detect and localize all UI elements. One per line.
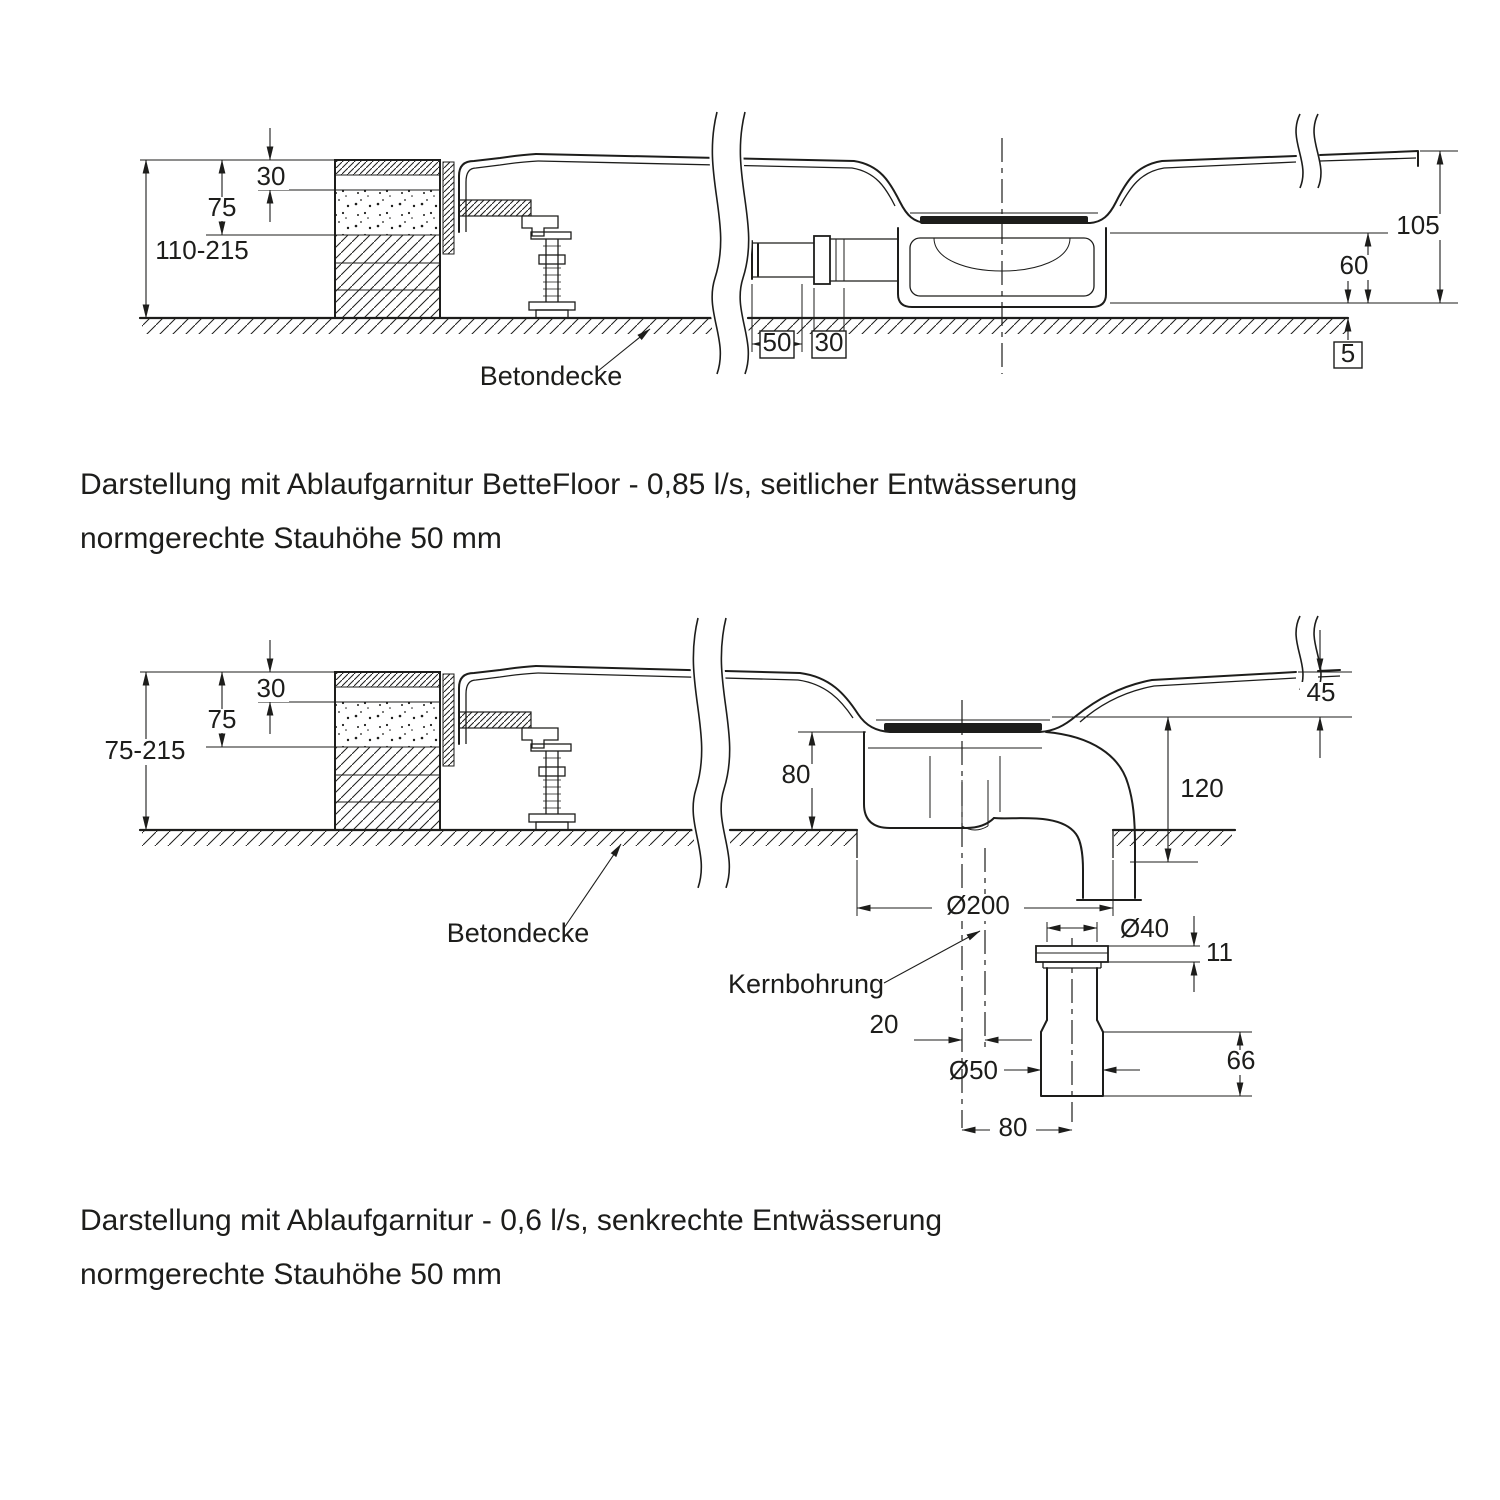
- dim-dia50-label: Ø50: [948, 1055, 998, 1085]
- drain-cover-plate: [884, 723, 1042, 731]
- betondecke-callout: [480, 329, 650, 391]
- break-line: [693, 616, 1321, 888]
- ground-hatch: [142, 319, 712, 334]
- top-diagram-side-drainage: [140, 112, 1458, 391]
- dimension-overall-105: [1388, 151, 1458, 303]
- betondecke-label: Betondecke: [446, 918, 590, 948]
- betondecke-label: Betondecke: [479, 361, 623, 391]
- betondecke-callout: [447, 844, 621, 948]
- dim-30b-label: 30: [814, 327, 844, 357]
- dim-20-label: 20: [869, 1009, 899, 1039]
- dim-66-label: 66: [1226, 1045, 1256, 1075]
- shower-tray-underside: [538, 673, 1340, 722]
- ground-hatch: [142, 831, 694, 846]
- dim-75-label: 75: [207, 704, 237, 734]
- dim-dia40-label: Ø40: [1120, 913, 1170, 943]
- top-caption-line2: normgerechte Stauhöhe 50 mm: [80, 522, 502, 555]
- dim-50-label: 50: [762, 327, 792, 357]
- dimension-total-buildup: [146, 160, 254, 318]
- bottom-caption-line1: Darstellung mit Ablaufgarnitur - 0,6 l/s, senkrechte Entwässerung: [80, 1204, 943, 1237]
- shower-tray-underside: [538, 158, 1416, 206]
- dim-80b-label: 80: [998, 1112, 1028, 1142]
- outlet-pipe-horizontal: [752, 236, 898, 284]
- dim-5-label: 5: [1340, 338, 1356, 368]
- drain-cover-plate: [920, 216, 1088, 224]
- shower-tray-surface: [536, 151, 1418, 223]
- dim-80-label: 80: [781, 759, 811, 789]
- bottom-diagram-vertical-drainage: [96, 616, 1352, 1142]
- kernbohrung-label: Kernbohrung: [727, 969, 885, 999]
- bottom-caption-line2: normgerechte Stauhöhe 50 mm: [80, 1258, 502, 1291]
- dim-range-label: 75-215: [104, 735, 186, 765]
- floor-buildup-section: [335, 154, 575, 318]
- dim-30-label: 30: [256, 673, 286, 703]
- dimension-basin-80: [776, 732, 866, 830]
- floor-buildup-section: [335, 666, 575, 830]
- ground-hatch: [730, 831, 857, 846]
- dimension-offset-80: [962, 1112, 1072, 1142]
- dimension-offset-20: [870, 1009, 1032, 1040]
- dim-60-label: 60: [1339, 250, 1369, 280]
- dim-11-label: 11: [1206, 937, 1233, 967]
- top-caption: [80, 470, 1077, 578]
- top-caption-line1: Darstellung mit Ablaufgarnitur BetteFloor - 0,85 l/s, seitlicher Entwässerung: [80, 468, 1078, 501]
- dimension-pipe-66: [1103, 1032, 1262, 1096]
- ground-hatch: [1114, 831, 1232, 846]
- dimension-total-buildup: [96, 672, 194, 830]
- bottom-caption: [80, 1206, 942, 1314]
- dimension-dia40: [1047, 913, 1169, 943]
- dim-105-label: 105: [1396, 210, 1440, 240]
- dimension-dia50: [949, 1055, 1140, 1085]
- dim-75-label: 75: [207, 192, 237, 222]
- dimension-drain-60: [1110, 233, 1458, 303]
- dimension-edge-45: [1298, 630, 1352, 758]
- dim-dia200-label: Ø200: [946, 890, 1010, 920]
- drain-body-vertical: [864, 732, 1141, 900]
- kernbohrung-callout: [728, 931, 980, 999]
- dim-30-label: 30: [256, 161, 286, 191]
- dim-range-label: 110-215: [155, 235, 249, 265]
- dim-120-label: 120: [1180, 773, 1224, 803]
- dim-45-label: 45: [1306, 677, 1336, 707]
